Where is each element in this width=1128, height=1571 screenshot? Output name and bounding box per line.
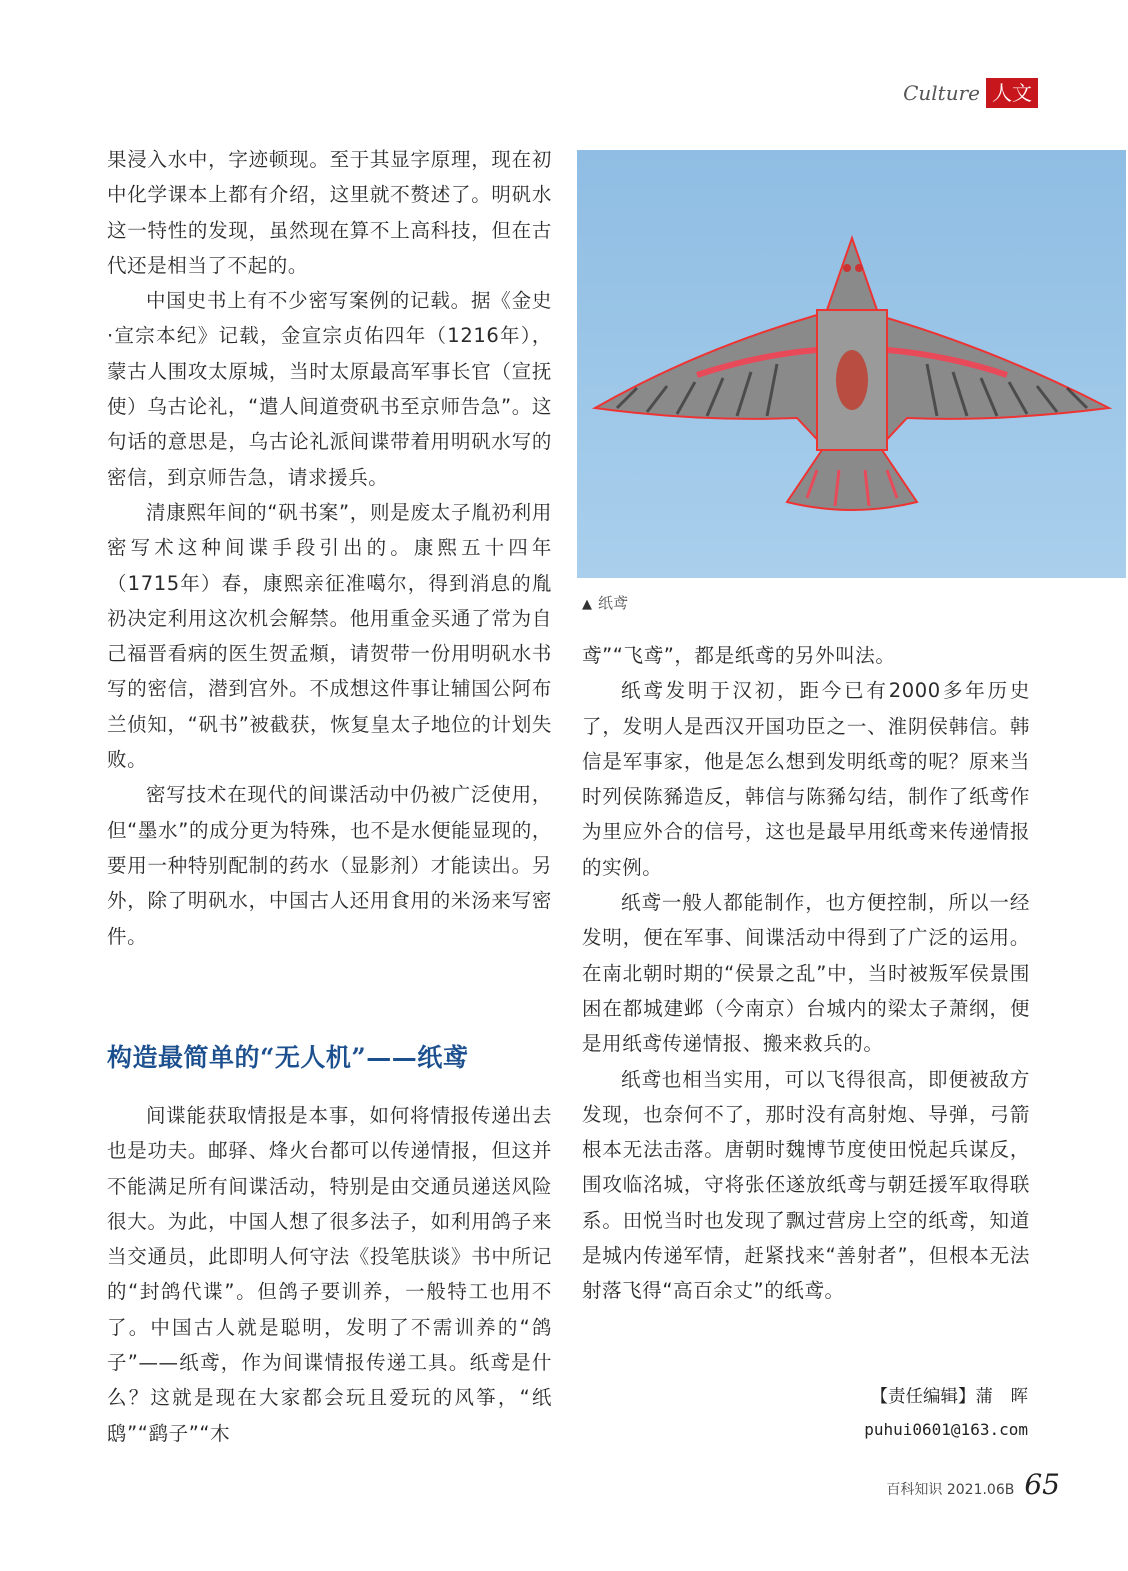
- section-label-en: Culture: [903, 81, 980, 105]
- paragraph: 中国史书上有不少密写案例的记载。据《金史·宣宗本纪》记载，金宣宗贞佑四年（1216年），蒙古人围攻太原城，当时太原最高军事长官（宣抚使）乌古论礼，“遣人间道赍矾书至京师告急”。这句话的意思是，乌古论礼派间谍带着用明矾水写的密信，到京师告急，请求援兵。: [107, 289, 552, 489]
- paragraph: 果浸入水中，字迹顿现。至于其显字原理，现在初中化学课本上都有介绍，这里就不赘述了。明矾水这一特性的发现，虽然现在算不上高科技，但在古代还是相当了不起的。: [107, 148, 552, 277]
- editor-email: puhui0601@163.com: [864, 1420, 1028, 1439]
- left-column-bottom: [107, 1098, 552, 1451]
- paragraph: 纸鸢也相当实用，可以飞得很高，即便被敌方发现，也奈何不了，那时没有高射炮、导弹，弓箭根本无法击落。唐朝时魏博节度使田悦起兵谋反，围攻临洺城，守将张伾遂放纸鸢与朝廷援军取得联系。田悦当时也发现了飘过营房上空的纸鸢，知道是城内传递军情，赶紧找来“善射者”，但根本无法射落飞得“高百余丈”的纸鸢。: [582, 1067, 1030, 1303]
- paragraph: 间谍能获取情报是本事，如何将情报传递出去也是功夫。邮驿、烽火台都可以传递情报，但这并不能满足所有间谍活动，特别是由交通员递送风险很大。为此，中国人想了很多法子，如利用鸽子来当交通员，此即明人何守法《投笔肤谈》书中所记的“封鸽代谍”。但鸽子要训养，一般特工也用不了。中国古人就是聪明，发明了不需训养的“鸽子”——纸鸢，作为间谍情报传递工具。纸鸢是什么？这就是现在大家都会玩且爱玩的风筝，“纸鸱”“鹞子”“木: [107, 1104, 552, 1445]
- editor-credit: 【责任编辑】蒲 晖: [870, 1387, 1028, 1407]
- paragraph: 密写技术在现代的间谍活动中仍被广泛使用，但“墨水”的成分更为特殊，也不是水便能显现的，要用一种特别配制的药水（显影剂）才能读出。另外，除了明矾水，中国古人还用食用的米汤来写密件。: [107, 783, 552, 948]
- paragraph: 鸢”“飞鸢”，都是纸鸢的另外叫法。: [582, 644, 896, 667]
- page-number: 65: [1024, 1468, 1060, 1501]
- section-heading: 构造最简单的“无人机”——纸鸢: [107, 1043, 469, 1072]
- paragraph: 纸鸢一般人都能制作，也方便控制，所以一经发明，便在军事、间谍活动中得到了广泛的运用。在南北朝时期的“侯景之乱”中，当时被叛军侯景围困在都城建邺（今南京）台城内的梁太子萧纲，便是用纸鸢传递情报、搬来救兵的。: [582, 891, 1030, 1056]
- kite-illustration: [577, 150, 1126, 578]
- section-badge: 人文: [986, 78, 1038, 108]
- photo-caption: [582, 592, 628, 613]
- caption-triangle-icon: ▲: [582, 597, 592, 612]
- right-column: [582, 638, 1030, 1309]
- page-footer: [886, 1468, 1060, 1501]
- caption-text: 纸鸢: [598, 594, 629, 612]
- paragraph: 纸鸢发明于汉初，距今已有2000多年历史了，发明人是西汉开国功臣之一、淮阴侯韩信。韩信是军事家，他是怎么想到发明纸鸢的呢？原来当时列侯陈豨造反，韩信与陈豨勾结，制作了纸鸢作为里应外合的信号，这也是最早用纸鸢来传递情报的实例。: [582, 679, 1030, 879]
- section-header: [903, 78, 1038, 108]
- magazine-issue: 百科知识 2021.06B: [886, 1482, 1015, 1498]
- paragraph: 清康熙年间的“矾书案”，则是废太子胤礽利用密写术这种间谍手段引出的。康熙五十四年（1715年）春，康熙亲征准噶尔，得到消息的胤礽决定利用这次机会解禁。他用重金买通了常为自己福晋看病的医生贺孟頫，请贺带一份用明矾水书写的密信，潜到宫外。不成想这件事让辅国公阿布兰侦知，“矾书”被截获，恢复皇太子地位的计划失败。: [107, 500, 552, 772]
- left-column-top: [107, 142, 552, 954]
- kite-photo: [577, 150, 1126, 578]
